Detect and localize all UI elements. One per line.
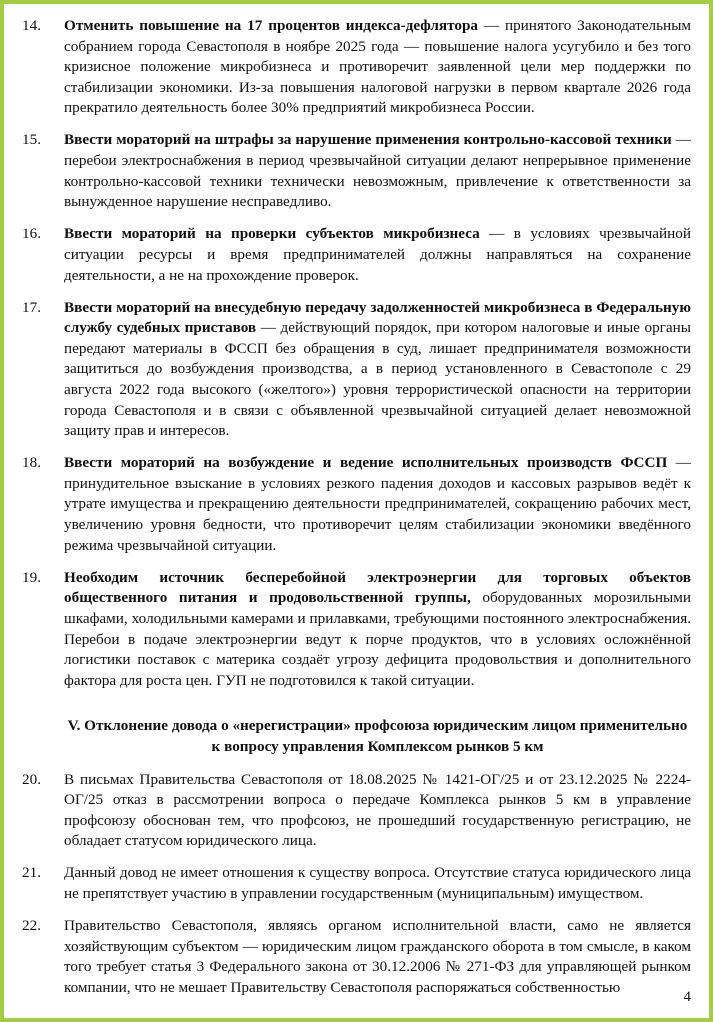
item-text bbox=[64, 568, 691, 692]
list-item-21 bbox=[22, 863, 691, 904]
page-number: 4 bbox=[683, 989, 691, 1005]
list-item-14 bbox=[22, 16, 691, 119]
section-heading-line-1: V. Отклонение довода о «нерегистрации» профсоюза юридическим лицом применительно bbox=[67, 717, 688, 735]
item-text: Правительство Севастополя, являясь органом исполнительной власти, само не является хозяйствующим субъектом — юридическим лицом гражданского оборота в том смысле, в каком того требует статья 3 Федерального закона от 30.12.2006 № 271-ФЗ для управляющей рынком компании, что не мешает Правительству Севастополя распоряжаться собственностью bbox=[64, 917, 691, 996]
item-number: 22. bbox=[22, 917, 41, 935]
list-item-15 bbox=[22, 130, 691, 212]
item-text bbox=[64, 16, 691, 119]
item-body: — перебои электроснабжения в период чрезвычайной ситуации делают непрерывное применение контрольно-кассовой техники технически невозможным, привлечение к ответственности за вынужденное нарушение несправедливо. bbox=[64, 131, 691, 211]
list-item-22 bbox=[22, 916, 691, 998]
item-body: — в условиях чрезвычайной ситуации ресурсы и время предпринимателей должны направляться на сохранение деятельности, а не на прохождение проверок. bbox=[64, 225, 692, 284]
item-number: 15. bbox=[22, 131, 41, 149]
item-text bbox=[64, 130, 691, 212]
item-body: оборудованных морозильными шкафами, холодильными камерами и прилавками, требующими постоянного электроснабжения. Перебои в подаче электроэнергии ведут к порче продуктов, что в условиях осложнённой логистики поставок с материка создаёт угрозу дефицита продовольствия и дополнительного фактора для роста цен. ГУП не подготовился к такой ситуации. bbox=[64, 589, 691, 689]
item-number: 19. bbox=[22, 568, 41, 586]
list-item-18 bbox=[22, 453, 691, 556]
item-bold-lead: Ввести мораторий на проверки субъектов микробизнеса bbox=[64, 225, 480, 243]
item-body: — принятого Законодательным собранием города Севастополя в ноябре 2025 года — повышение налога усугубило и без того кризисное положение микробизнеса и противоречит заявленной цели мер поддержки по стабилизации экономики. Из-за повышения налоговой нагрузки в первом квартале 2026 года прекратило деятельность более 30% предприятий микробизнеса России. bbox=[64, 17, 692, 117]
item-text bbox=[64, 298, 691, 442]
item-text bbox=[64, 453, 691, 556]
item-number: 18. bbox=[22, 454, 41, 472]
item-text bbox=[64, 224, 691, 286]
item-bold-lead: Ввести мораторий на возбуждение и ведение исполнительных производств ФССП bbox=[64, 454, 668, 472]
list-item-16 bbox=[22, 224, 691, 286]
item-bold-lead: Ввести мораторий на внесудебную передачу задолженностей микробизнеса в Федеральную службу судебных приставов bbox=[64, 298, 691, 337]
item-number: 21. bbox=[22, 864, 41, 882]
list-item-20 bbox=[22, 770, 691, 852]
item-body: — действующий порядок, при котором налоговые и иные органы передают материалы в ФССП без обращения в суд, лишает предпринимателя возможности защититься до возбуждения производства, а в период установленного в Севастополе с 29 августа 2022 года высокого («желтого») уровня террористической опасности на территории города Севастополя и в связи с объявленной чрезвычайной ситуацией делает невозможной защиту прав и интересов. bbox=[64, 319, 691, 440]
item-bold-lead: Отменить повышение на 17 процентов индекса-дефлятора bbox=[64, 17, 479, 34]
section-heading bbox=[22, 716, 691, 757]
item-bold-lead: Ввести мораторий на штрафы за нарушение применения контрольно-кассовой техники bbox=[64, 131, 672, 149]
item-number: 14. bbox=[22, 17, 41, 34]
item-number: 17. bbox=[22, 298, 41, 316]
page-content bbox=[22, 16, 691, 1010]
item-number: 20. bbox=[22, 770, 41, 788]
item-bold-lead: Необходим источник бесперебойной электроэнергии для торговых объектов общественного питания и продовольственной группы, bbox=[64, 568, 691, 607]
list-item-17 bbox=[22, 298, 691, 442]
section-heading-line-2: к вопросу управления Комплексом рынков 5 км bbox=[211, 737, 544, 755]
item-text: В письмах Правительства Севастополя от 18.08.2025 № 1421-ОГ/25 и от 23.12.2025 № 2224-ОГ/25 отказ в рассмотрении вопроса о передаче Комплекса рынков 5 км в управление профсоюзу обоснован тем, что профсоюз, не прошедший государственную регистрацию, не обладает статусом юридического лица. bbox=[64, 770, 691, 850]
item-number: 16. bbox=[22, 225, 41, 243]
list-item-19 bbox=[22, 568, 691, 692]
item-body: — принудительное взыскание в условиях резкого падения доходов и кассовых разрывов ведёт к утрате имущества и прекращению деятельности предпринимателей, сокращению рабочих мест, увеличению уровня бедности, что противоречит целям стабилизации экономики введённого режима чрезвычайной ситуации. bbox=[64, 454, 691, 554]
item-text: Данный довод не имеет отношения к существу вопроса. Отсутствие статуса юридического лица не препятствует участию в управлении государственным (муниципальным) имуществом. bbox=[64, 864, 691, 902]
